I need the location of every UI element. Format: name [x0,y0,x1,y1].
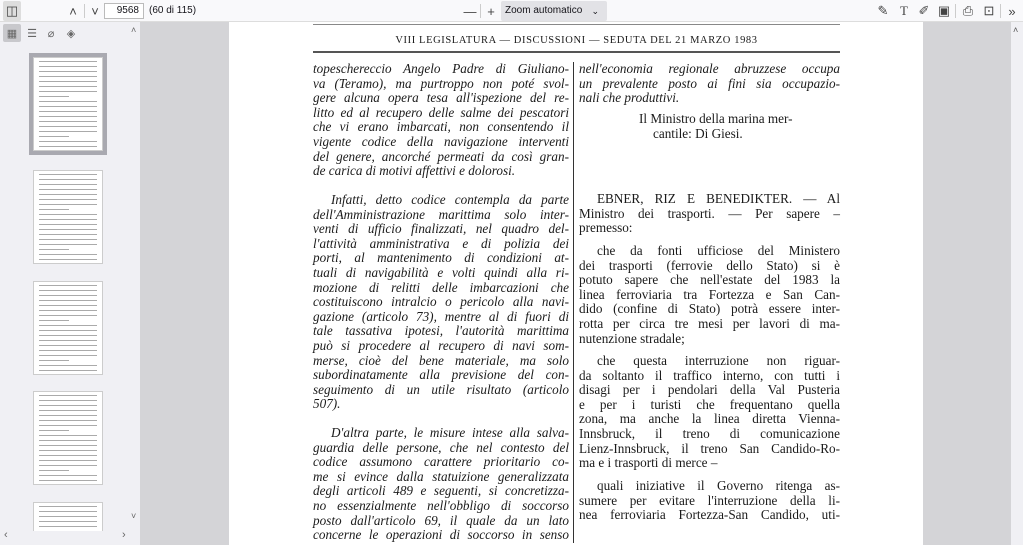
text-line: D'altra parte, le misure intese alla salva- [331,425,569,440]
page-header: VIII LEGISLATURA — DISCUSSIONI — SEDUTA DEL 21 MARZO 1983 [395,35,758,46]
text-line: vigente codice della navigazione interventi [313,133,569,149]
highlight-button[interactable] [874,0,892,22]
tab-attachments[interactable] [42,24,60,42]
text-line: ma e i trasporti di merce – [579,455,718,471]
list-icon: ☰ [27,27,37,40]
paperclip-icon: ⌀ [47,27,55,40]
toggle-sidebar-button[interactable] [3,1,21,21]
page-thumbnail[interactable] [33,281,103,375]
text-line: gazione (articolo 73), mentre al di fuori di [313,308,569,324]
text-line: degli articoli 489 e seguenti, si concretizza- [313,483,569,499]
sidebar-icon: ◫ [5,3,19,18]
text-line: nea ferroviaria Fortezza-San Candido, uti- [579,507,840,523]
text-line: me si evince dalla statuizione generalizzata [313,468,569,484]
text-line: tuali di navigabilità e volti quindi alla ri- [313,264,569,280]
paragraph [313,426,569,543]
sidebar-scrollbar[interactable]: ˄ ˅ [129,22,140,523]
text-line: de carica di motivi affettivi e dolorosi. [313,163,516,179]
text-line: subordinatamente alla previsione del con- [313,367,569,383]
text-line: Infatti, detto codice contempla da parte [331,192,569,207]
pen-icon: ✐ [918,3,930,18]
text-line: gere alcuna opera tesa all'ispezione del re- [313,90,569,106]
text-line: concerne le operazioni di soccorso in senso [313,527,569,543]
sidebar-tabs [0,22,140,44]
page-thumbnail[interactable] [33,57,103,151]
page-thumbnail[interactable] [33,170,103,264]
text-line: zona, ma anche la linea diretta Vienna- [579,411,840,427]
text-line: l'attività amministrativa e di polizia dei [313,235,569,251]
sidebar [0,22,140,545]
paragraph [579,479,840,523]
chevron-down-icon: ⌄ [591,6,599,16]
minus-icon: — [463,3,477,19]
text-line: dei trasporti (ferrovie dello Stato) si è [579,257,840,273]
next-page-button[interactable] [86,0,104,22]
text-line: da soltanto il traffico interno, con tutti i [579,367,840,383]
text-line: Il Ministro della marina mer- [639,111,793,126]
header-rule [313,51,840,53]
text-line: nutenzione stradale; [579,330,685,346]
tools-menu-button[interactable] [1003,0,1021,22]
grid-icon: ▦ [6,27,18,40]
text-line: un prevalente posto ai fini sia occupazio- [579,75,840,91]
text-line: dell'Amministrazione marittima solo inter- [313,206,569,222]
paragraph [579,112,840,141]
add-image-button[interactable] [935,0,953,22]
text-line: linea ferroviaria tra Fortezza e San Can- [579,286,840,302]
download-icon: ⊡ [983,3,995,18]
double-chevron-right-icon: » [1008,3,1016,19]
text-line: porti, al mantenimento di condizioni at- [313,250,569,266]
text-icon: T [900,3,908,18]
tab-layers[interactable] [62,24,80,42]
text-line: venti di ufficio finalizzati, nel quadro del- [313,221,569,237]
text-line: del genere, ancorché permeati da così gran- [313,148,569,164]
printer-icon: ⎙ [962,3,974,18]
zoom-select[interactable] [501,1,607,21]
text-line: e per i turisti che frequentano quella [579,396,840,412]
plus-icon: + [487,3,495,19]
pdf-page [229,22,923,545]
main-scrollbar[interactable]: ˄ [1011,22,1023,545]
draw-button[interactable] [915,0,933,22]
tab-thumbnails[interactable] [3,24,21,42]
text-line: EBNER, RIZ E BENEDIKTER. — Al [597,191,840,206]
text-line: potuto sapere che nell'estate del 1983 la [579,272,840,288]
text-line: seguimento di un utile risultato (articolo [313,381,569,397]
paragraph [579,244,840,346]
text-line: può si procedere al recupero di navi som- [313,337,569,353]
paragraph [313,62,569,179]
text-line: premesso: [579,220,633,236]
text-line: Lienz-Innsbruck, il treno San Candido-Ro- [579,440,840,456]
text-line: posto dall'articolo 69, il quale da un lato [313,512,569,528]
text-line: no essenzialmente nell'obbligo di soccorso [313,497,569,513]
page-thumbnail[interactable] [33,391,103,485]
text-line: mozione di relitti delle imbarcazioni che [313,279,569,295]
text-line: topeschereccio Angelo Padre di Giuliano- [313,61,569,76]
save-button[interactable] [980,0,998,22]
highlighter-icon: ✎ [877,3,889,18]
text-line: litto ed al recupero delle salme dei pescatori [313,104,569,120]
text-button[interactable] [895,0,913,22]
zoom-out-button[interactable] [461,0,479,22]
text-line: tale tassativa ipotesi, l'autorità marittima [313,323,569,339]
previous-page-button[interactable] [64,0,82,22]
tab-outline[interactable] [23,24,41,42]
text-line: che questa interruzione non riguar- [597,353,840,368]
text-line: che vi erano imbarcati, non consentendo il [313,119,569,135]
text-line: che da fonti ufficiose del Ministero [597,243,840,258]
chevron-down-icon: ˅ [91,3,99,19]
toolbar [0,0,1023,22]
text-line: cantile: Di Giesi. [653,125,743,141]
column-divider [573,62,574,543]
chevron-up-icon: ˄ [69,3,77,19]
paragraph [579,192,840,236]
text-line: dido (confine di Stato) potrà essere inter- [579,301,840,317]
text-line: va (Teramo), ma purtroppo non poté svol- [313,75,569,91]
print-button[interactable] [959,0,977,22]
text-line: rotta per circa tre mesi per lavori di ma- [579,315,840,331]
text-line: disagi per i pendolari della Val Pusteria [579,382,840,398]
paragraph [579,354,840,471]
layers-icon: ◈ [66,27,76,40]
page-number-input[interactable]: 9568 [104,3,144,19]
text-line: costituiscono intralcio o pericolo alla navi- [313,294,569,310]
text-line: codice assumono carattere prioritario co- [313,454,569,470]
zoom-in-button[interactable] [482,0,500,22]
text-line: nali che produttivi. [579,90,680,106]
paragraph [313,193,569,412]
text-line: Innsbruck, il treno di comunicazione [579,425,840,441]
text-line: Ministro dei trasporti. — Per sapere – [579,205,840,221]
paragraph [579,62,840,106]
text-line: 507). [313,396,341,412]
text-line: quali iniziative il Governo ritenga as- [597,478,840,493]
text-line: guardia delle persone, che nel contesto del [313,439,569,455]
text-line: merse, cioè del bene materiale, ma solo [313,352,569,368]
horizontal-scrollbar[interactable]: ‹ › [0,531,140,543]
text-line: sumere per evitare l'interruzione della li- [579,492,840,508]
page-count: (60 di 115) [149,5,197,16]
text-line: nell'economia regionale abruzzese occupa [579,61,840,76]
zoom-value: Zoom automatico [505,5,583,16]
image-icon: ▣ [937,3,951,18]
